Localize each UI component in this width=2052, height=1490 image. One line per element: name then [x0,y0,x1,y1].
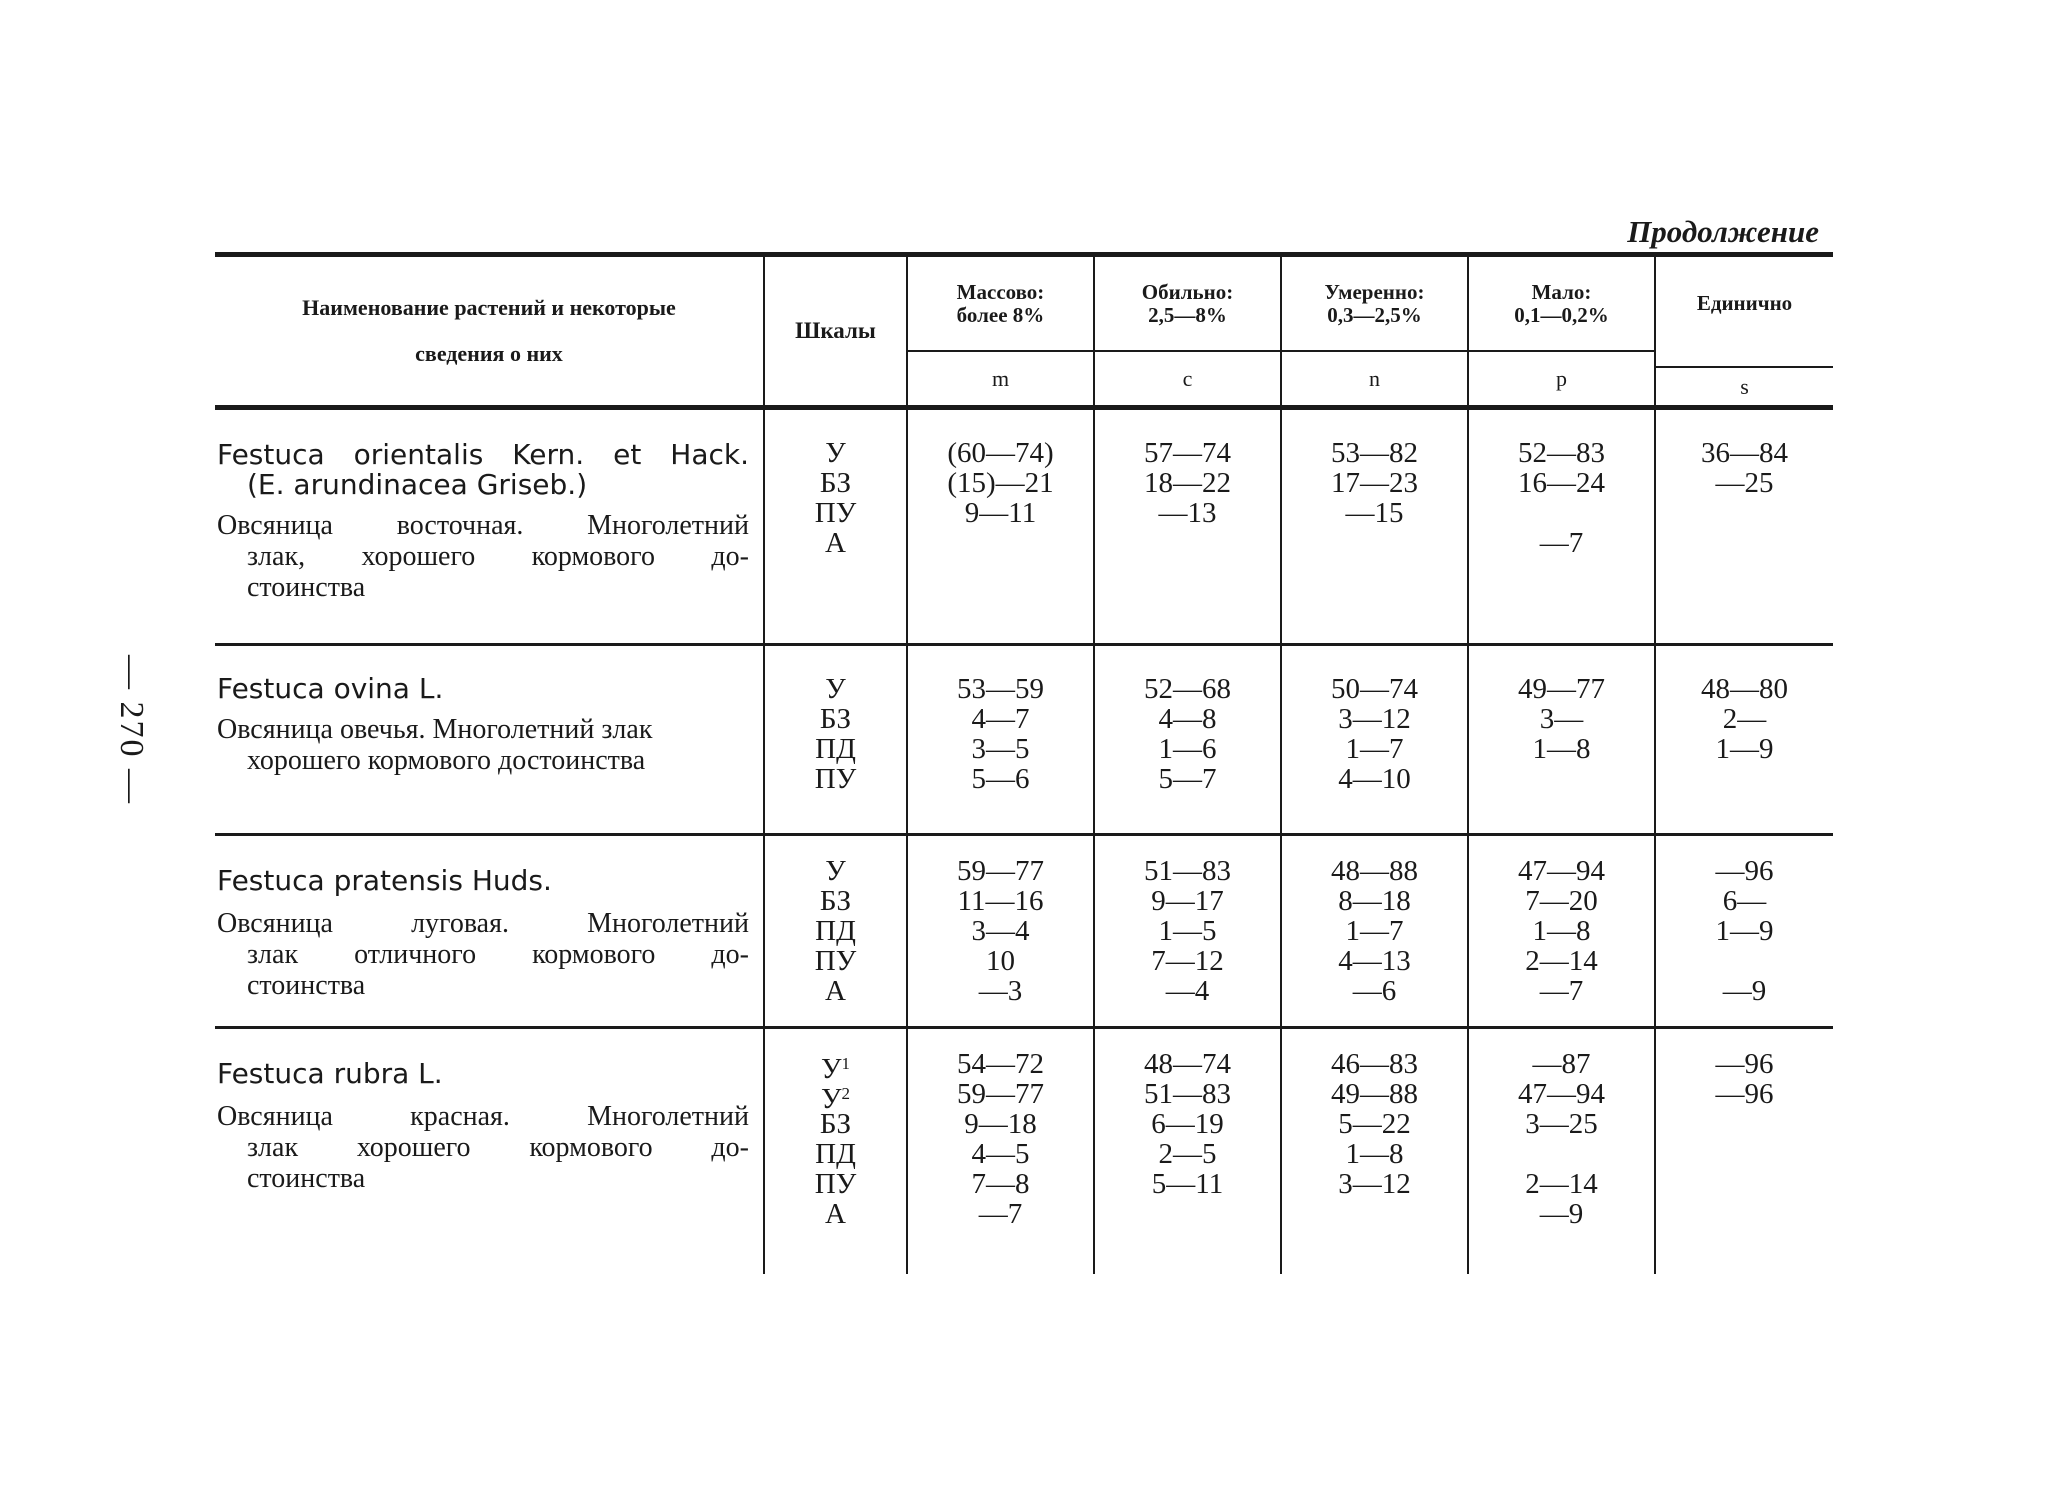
latin-name: Festuca pratensis Huds. [217,864,552,897]
value-cell-m: 53—59 4—7 3—5 5—6 [906,646,1093,833]
scales-cell: $У^1$ $У^2$ БЗ ПД ПУ А [763,1029,906,1274]
scales-cell: У БЗ ПД ПУ А [763,836,906,1026]
value-cell-m: 59—77 11—16 3—4 10 —3 [906,836,1093,1026]
value-cell-c: 48—74 51—83 6—19 2—5 5—11 [1093,1029,1280,1274]
header-name-line2: сведения о них [415,341,563,366]
scales-cell: У БЗ ПД ПУ [763,646,906,833]
table-row [215,646,1833,836]
header-code: n [1369,365,1380,391]
value-cell-p: —87 47—94 3—25 2—14 —9 [1467,1029,1654,1274]
table-header [215,252,1833,410]
value-cell-m: (60—74) (15)—21 9—11 [906,410,1093,643]
header-cat-s: Единично s [1654,257,1833,405]
species-table [215,252,1833,1274]
header-cat-m: Массово: более 8% m [906,257,1093,405]
description: Овсяница восточная. Многолетний [217,510,749,541]
header-scales: Шкалы [763,257,906,405]
description: Овсяница луговая. Многолетний [217,908,749,939]
value-cell-n: 48—88 8—18 1—7 4—13 —6 [1280,836,1467,1026]
continuation-label: Продолжение [1627,214,1819,249]
value-cell-p: 52—83 16—24 —7 [1467,410,1654,643]
description: стоинства [247,970,366,1001]
value-cell-p: 47—94 7—20 1—8 2—14 —7 [1467,836,1654,1026]
value-cell-c: 51—83 9—17 1—5 7—12 —4 [1093,836,1280,1026]
page-number: — 270 — [113,655,150,805]
latin-name: Festuca rubra L. [217,1057,443,1090]
species-cell [215,410,763,643]
value-cell-m: 54—72 59—77 9—18 4—5 7—8 —7 [906,1029,1093,1274]
header-code: m [991,365,1010,391]
description: злак отличного кормового до- [247,939,749,970]
description: злак, хорошего кормового до- [247,541,749,572]
value-cell-n: 53—82 17—23 —15 [1280,410,1467,643]
latin-name: Festuca ovina L. [217,672,444,705]
table-row [215,410,1833,646]
table-row [215,836,1833,1029]
species-cell [215,646,763,833]
header-code: p [1556,365,1567,391]
value-cell-s: —96 —96 [1654,1029,1833,1274]
value-cell-c: 52—68 4—8 1—6 5—7 [1093,646,1280,833]
value-cell-s: 36—84 —25 [1654,410,1833,643]
description: Овсяница красная. Многолетний [217,1101,749,1132]
header-code: c [1182,365,1193,391]
header-name-line1: Наименование растений и некоторые [302,295,676,320]
value-cell-c: 57—74 18—22 —13 [1093,410,1280,643]
header-name [215,257,763,405]
header-code: s [1740,373,1749,399]
value-cell-n: 50—74 3—12 1—7 4—10 [1280,646,1467,833]
header-cat-c: Обильно: 2,5—8% c [1093,257,1280,405]
description: хорошего кормового достоинства [247,745,646,776]
table-row [215,1029,1833,1274]
value-cell-s: 48—80 2— 1—9 [1654,646,1833,833]
species-cell [215,1029,763,1274]
header-cat-p: Мало: 0,1—0,2% p [1467,257,1654,405]
latin-name: Festuca orientalis Kern. et Hack. [217,438,749,471]
value-cell-s: —96 6— 1—9 —9 [1654,836,1833,1026]
description: Овсяница овечья. Многолетний злак [217,714,653,745]
value-cell-n: 46—83 49—88 5—22 1—8 3—12 [1280,1029,1467,1274]
description: злак хорошего кормового до- [247,1132,749,1163]
species-cell [215,836,763,1026]
description: стоинства [247,572,366,603]
scales-cell: У БЗ ПУ А [763,410,906,643]
description: стоинства [247,1163,366,1194]
synonym: (E. arundinacea Griseb.) [247,468,588,501]
value-cell-p: 49—77 3— 1—8 [1467,646,1654,833]
header-cat-n: Умеренно: 0,3—2,5% n [1280,257,1467,405]
